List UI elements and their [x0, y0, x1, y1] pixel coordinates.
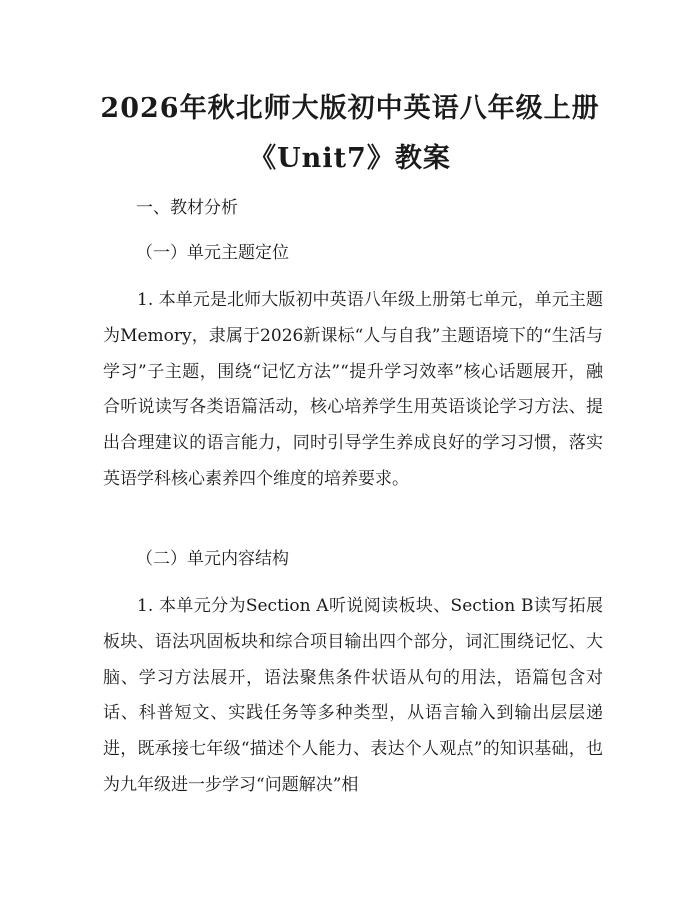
document-title-line-2: 《Unit7》教案: [249, 143, 451, 174]
subsection-heading-unit-structure: （二）单元内容结构: [136, 549, 289, 569]
subsection-heading-unit-theme: （一）单元主题定位: [136, 243, 289, 263]
paragraph-unit-structure: 1. 本单元分为Section A听说阅读板块、Section B读写拓展板块、语法巩固板块和综合项目输出四个部分，词汇围绕记忆、大脑、学习方法展开，语法聚焦条件状语从句的用法，语篇包含对话、科普短文、实践任务等多种类型，从语言输入到输出层层递进，既承接七年级“描述个人能力、表达个人观点”的知识基础，也为九年级进一步学习“问题解决”相: [103, 596, 603, 795]
document-title-line-1: 2026年秋北师大版初中英语八年级上册: [100, 93, 600, 124]
section-heading-textbook-analysis: 一、教材分析: [136, 198, 238, 218]
paragraph-unit-theme: 1. 本单元是北师大版初中英语八年级上册第七单元，单元主题为Memory，隶属于2026新课标“人与自我”主题语境下的“生活与学习”子主题，围绕“记忆方法”“提升学习效率”核心话题展开，融合听说读写各类语篇活动，核心培养学生用英语谈论学习方法、提出合理建议的语言能力，同时引导学生养成良好的学习习惯，落实英语学科核心素养四个维度的培养要求。: [103, 290, 603, 489]
